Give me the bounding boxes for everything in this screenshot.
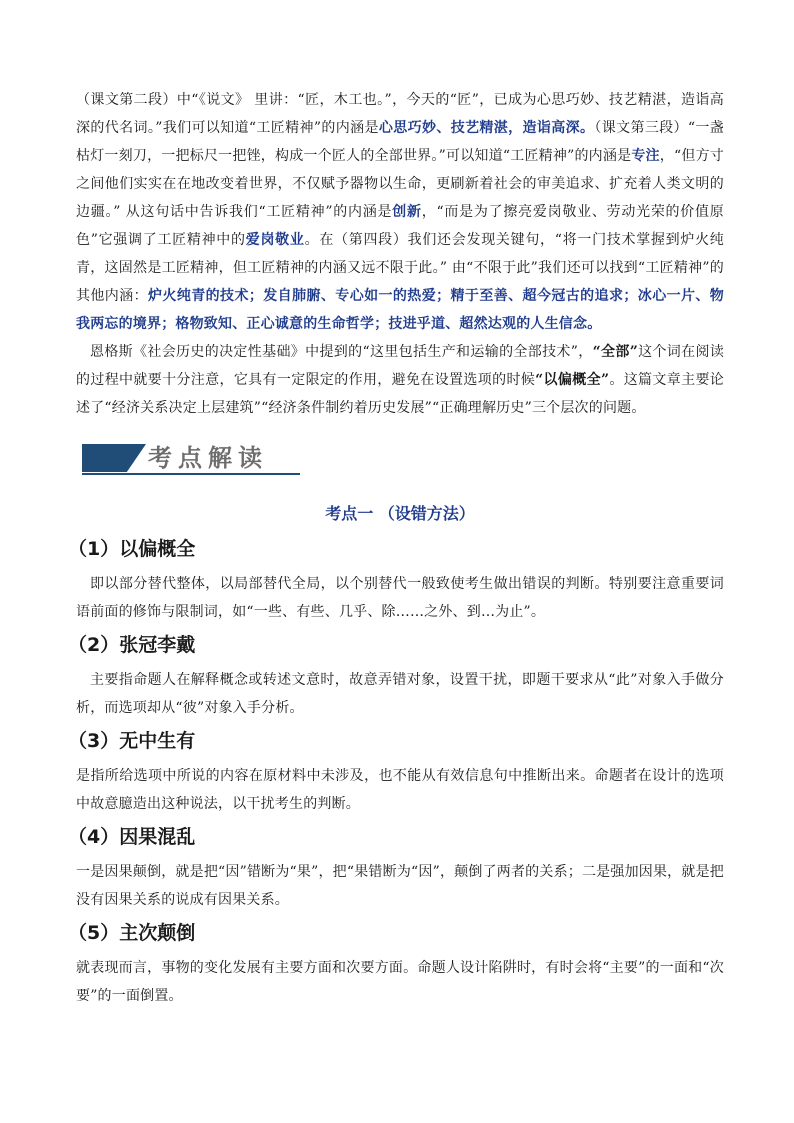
highlight-run: 专注: [631, 148, 660, 164]
section-heading: 考点一 （设错方法）: [325, 504, 475, 523]
highlight-run: 心思巧妙、技艺精湛，造诣高深。: [378, 120, 595, 136]
text-run: （课文第二段）中“《说文》 里讲：“匠，木工也。”，今天的“匠”，已成为心思巧妙、技艺精湛，造诣高深的代名词。”我们可以知道“工匠精神”的内涵是: [76, 92, 724, 136]
item-body: 就表现而言，事物的变化发展有主要方面和次要方面。命题人设计陷阱时，有时会将“主要”的一面和“次要”的一面倒置。: [76, 960, 724, 1004]
item-title: （5）主次颠倒: [68, 922, 196, 944]
text-run: ，“而是为了擦亮爱岗敬业、劳动光荣的价值原色”它强调了工匠精神中的: [76, 204, 724, 248]
item-body: 即以部分替代整体，以局部替代全局，以个别替代一般致使考生做出错误的判断。特别要注意重要词语前面的修饰与限制词，如“一些、有些、几乎、除……之外、到…为止”。: [76, 576, 724, 620]
paragraph-engels: [76, 338, 724, 422]
text-run: 。在（第四段）我们还会发现关键句，“将一门技术掌握到炉火纯青，这固然是工匠精神，但工匠精神的内涵又远不限于此。” 由“不限于此”我们还可以找到“工匠精神”的其他内涵：: [76, 232, 724, 304]
text-run: 。这篇文章主要论述了“经济关系决定上层建筑”“经济条件制约着历史发展”“正确理解历史”三个层次的问题。: [76, 372, 724, 416]
highlight-run: 炉火纯青的技术；发自肺腑、专心如一的热爱；精于至善、超今冠古的追求；冰心一片、物我两忘的境界；格物致知、正心诚意的生命哲学；技进乎道、超然达观的人生信念。: [76, 288, 725, 332]
item-body: 主要指命题人在解释概念或转述文意时，故意弄错对象，设置干扰，即题干要求从“此”对象入手做分析，而选项却从“彼”对象入手分析。: [76, 672, 724, 716]
item-title: （4）因果混乱: [68, 826, 196, 848]
banner-title: 考点解读: [148, 443, 268, 472]
item-body: 一是因果颠倒，就是把“因”错断为“果”，把“果错断为“因”，颠倒了两者的关系；二是强加因果，就是把没有因果关系的说成有因果关系。: [76, 864, 724, 908]
item-title: （3）无中生有: [68, 730, 196, 752]
bold-run: “全部”: [592, 344, 638, 360]
text-run: ，“但方寸之间他们实实在在地改变着世界，不仅赋予器物以生命，更刷新着社会的审美追求、扩充着人类文明的边疆。” 从这句话中告诉我们“工匠精神”的内涵是: [76, 148, 724, 220]
item-title: （1）以偏概全: [68, 538, 196, 560]
text-run: （课文第三段）“一盏枯灯一刻刀，一把标尺一把锉，构成一个匠人的全部世界。”可以知道“工匠精神”的内涵是: [76, 120, 725, 164]
item-title: （2）张冠李戴: [68, 634, 196, 656]
highlight-run: 创新: [392, 204, 422, 220]
item-body: 是指所给选项中所说的内容在原材料中未涉及，也不能从有效信息句中推断出来。命题者在设计的选项中故意臆造出这种说法，以干扰考生的判断。: [76, 768, 724, 812]
section-banner: [76, 436, 300, 480]
paragraph-craftsman-spirit: [76, 86, 724, 338]
highlight-run: 爱岗敬业: [245, 232, 305, 248]
banner-shape: [82, 444, 146, 472]
text-run: 这个词在阅读的过程中就要十分注意，它具有一定限定的作用，避免在设置选项的时候: [76, 344, 725, 388]
bold-run: “以偏概全”: [535, 372, 610, 388]
banner-underline: [82, 473, 300, 475]
text-run: 恩格斯《社会历史的决定性基础》中提到的“这里包括生产和运输的全部技术”，: [90, 344, 593, 360]
document-page: [68, 86, 725, 1010]
